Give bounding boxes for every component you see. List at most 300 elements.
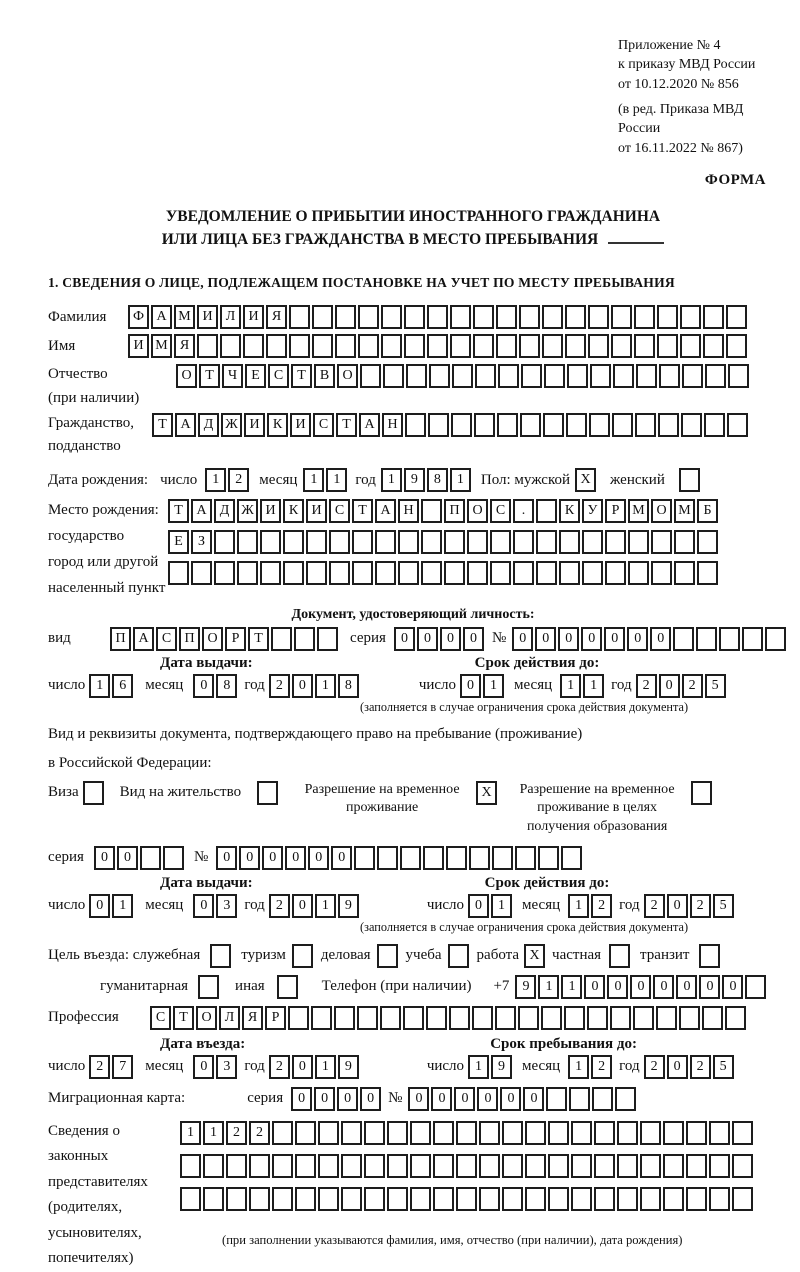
- char-box[interactable]: [696, 627, 717, 651]
- char-box[interactable]: [525, 1154, 546, 1178]
- char-box[interactable]: [697, 530, 718, 554]
- char-box[interactable]: [594, 1187, 615, 1211]
- char-box[interactable]: [609, 944, 630, 968]
- char-box[interactable]: .: [513, 499, 534, 523]
- char-box[interactable]: О: [337, 364, 358, 388]
- char-box[interactable]: [364, 1121, 385, 1145]
- char-box[interactable]: 0: [558, 627, 579, 651]
- char-box[interactable]: [659, 364, 680, 388]
- char-box[interactable]: [163, 846, 184, 870]
- char-box[interactable]: [702, 1006, 723, 1030]
- char-box[interactable]: [674, 530, 695, 554]
- char-box[interactable]: [257, 781, 278, 805]
- char-box[interactable]: [226, 1154, 247, 1178]
- char-box[interactable]: С: [268, 364, 289, 388]
- char-box[interactable]: Е: [168, 530, 189, 554]
- char-box[interactable]: А: [133, 627, 154, 651]
- char-box[interactable]: И: [260, 499, 281, 523]
- char-box[interactable]: [588, 305, 609, 329]
- char-box[interactable]: [358, 334, 379, 358]
- char-box[interactable]: 0: [239, 846, 260, 870]
- char-box[interactable]: [312, 305, 333, 329]
- char-box[interactable]: Т: [199, 364, 220, 388]
- char-box[interactable]: 0: [535, 627, 556, 651]
- char-box[interactable]: 0: [440, 627, 461, 651]
- char-box[interactable]: [651, 530, 672, 554]
- char-box[interactable]: [726, 305, 747, 329]
- char-box[interactable]: [582, 530, 603, 554]
- char-box[interactable]: И: [244, 413, 265, 437]
- char-box[interactable]: [542, 305, 563, 329]
- char-box[interactable]: [266, 334, 287, 358]
- char-box[interactable]: Д: [198, 413, 219, 437]
- char-box[interactable]: 2: [690, 1055, 711, 1079]
- char-box[interactable]: [381, 305, 402, 329]
- char-box[interactable]: [410, 1187, 431, 1211]
- char-box[interactable]: [680, 305, 701, 329]
- char-box[interactable]: 0: [193, 1055, 214, 1079]
- char-box[interactable]: [479, 1121, 500, 1145]
- char-box[interactable]: [742, 627, 763, 651]
- char-box[interactable]: [180, 1187, 201, 1211]
- char-box[interactable]: [657, 305, 678, 329]
- char-box[interactable]: [237, 530, 258, 554]
- char-box[interactable]: [663, 1187, 684, 1211]
- char-box[interactable]: [663, 1154, 684, 1178]
- char-box[interactable]: [283, 530, 304, 554]
- char-box[interactable]: А: [191, 499, 212, 523]
- char-box[interactable]: 0: [604, 627, 625, 651]
- char-box[interactable]: А: [375, 499, 396, 523]
- char-box[interactable]: [446, 846, 467, 870]
- char-box[interactable]: 2: [591, 894, 612, 918]
- char-box[interactable]: [249, 1154, 270, 1178]
- char-box[interactable]: 0: [667, 894, 688, 918]
- char-box[interactable]: [559, 561, 580, 585]
- char-box[interactable]: [636, 364, 657, 388]
- char-box[interactable]: 0: [627, 627, 648, 651]
- char-box[interactable]: [732, 1187, 753, 1211]
- char-box[interactable]: 0: [699, 975, 720, 999]
- char-box[interactable]: [686, 1154, 707, 1178]
- char-box[interactable]: Р: [605, 499, 626, 523]
- char-box[interactable]: [426, 1006, 447, 1030]
- char-box[interactable]: [289, 334, 310, 358]
- char-box[interactable]: [635, 413, 656, 437]
- char-box[interactable]: 0: [653, 975, 674, 999]
- char-box[interactable]: [765, 627, 786, 651]
- char-box[interactable]: 0: [292, 894, 313, 918]
- char-box[interactable]: 2: [269, 894, 290, 918]
- char-box[interactable]: [682, 364, 703, 388]
- char-box[interactable]: [272, 1187, 293, 1211]
- char-box[interactable]: 0: [607, 975, 628, 999]
- char-box[interactable]: 6: [112, 674, 133, 698]
- char-box[interactable]: 2: [249, 1121, 270, 1145]
- char-box[interactable]: Я: [174, 334, 195, 358]
- char-box[interactable]: О: [176, 364, 197, 388]
- char-box[interactable]: М: [628, 499, 649, 523]
- char-box[interactable]: 1: [180, 1121, 201, 1145]
- char-box[interactable]: [634, 334, 655, 358]
- char-box[interactable]: [311, 1006, 332, 1030]
- char-box[interactable]: 0: [584, 975, 605, 999]
- char-box[interactable]: [590, 364, 611, 388]
- char-box[interactable]: X: [524, 944, 545, 968]
- char-box[interactable]: [634, 305, 655, 329]
- char-box[interactable]: [427, 305, 448, 329]
- char-box[interactable]: [613, 364, 634, 388]
- char-box[interactable]: [469, 846, 490, 870]
- char-box[interactable]: [673, 627, 694, 651]
- char-box[interactable]: 2: [269, 1055, 290, 1079]
- char-box[interactable]: Р: [225, 627, 246, 651]
- char-box[interactable]: [306, 530, 327, 554]
- char-box[interactable]: [335, 305, 356, 329]
- char-box[interactable]: [214, 530, 235, 554]
- char-box[interactable]: [611, 305, 632, 329]
- char-box[interactable]: [260, 530, 281, 554]
- char-box[interactable]: 9: [338, 1055, 359, 1079]
- char-box[interactable]: [561, 846, 582, 870]
- char-box[interactable]: [451, 413, 472, 437]
- char-box[interactable]: Я: [266, 305, 287, 329]
- char-box[interactable]: Ж: [221, 413, 242, 437]
- char-box[interactable]: О: [196, 1006, 217, 1030]
- char-box[interactable]: [686, 1187, 707, 1211]
- char-box[interactable]: [197, 334, 218, 358]
- char-box[interactable]: [214, 561, 235, 585]
- char-box[interactable]: [502, 1121, 523, 1145]
- char-box[interactable]: [380, 1006, 401, 1030]
- char-box[interactable]: [448, 944, 469, 968]
- char-box[interactable]: [375, 530, 396, 554]
- char-box[interactable]: Ж: [237, 499, 258, 523]
- char-box[interactable]: [605, 530, 626, 554]
- char-box[interactable]: 7: [112, 1055, 133, 1079]
- char-box[interactable]: Т: [336, 413, 357, 437]
- char-box[interactable]: [288, 1006, 309, 1030]
- char-box[interactable]: 0: [394, 627, 415, 651]
- char-box[interactable]: 0: [337, 1087, 358, 1111]
- char-box[interactable]: [497, 413, 518, 437]
- char-box[interactable]: О: [651, 499, 672, 523]
- char-box[interactable]: [663, 1121, 684, 1145]
- char-box[interactable]: [220, 334, 241, 358]
- char-box[interactable]: Т: [291, 364, 312, 388]
- char-box[interactable]: [617, 1121, 638, 1145]
- char-box[interactable]: П: [110, 627, 131, 651]
- char-box[interactable]: 1: [315, 894, 336, 918]
- char-box[interactable]: 0: [650, 627, 671, 651]
- char-box[interactable]: [381, 334, 402, 358]
- char-box[interactable]: [732, 1121, 753, 1145]
- char-box[interactable]: 0: [291, 1087, 312, 1111]
- char-box[interactable]: [628, 530, 649, 554]
- char-box[interactable]: [525, 1187, 546, 1211]
- char-box[interactable]: 0: [292, 674, 313, 698]
- char-box[interactable]: [295, 1154, 316, 1178]
- char-box[interactable]: [360, 364, 381, 388]
- char-box[interactable]: [318, 1154, 339, 1178]
- char-box[interactable]: [519, 305, 540, 329]
- char-box[interactable]: [198, 975, 219, 999]
- char-box[interactable]: 0: [581, 627, 602, 651]
- char-box[interactable]: Л: [219, 1006, 240, 1030]
- char-box[interactable]: [709, 1187, 730, 1211]
- char-box[interactable]: С: [313, 413, 334, 437]
- char-box[interactable]: [496, 334, 517, 358]
- char-box[interactable]: [428, 413, 449, 437]
- char-box[interactable]: [699, 944, 720, 968]
- char-box[interactable]: 0: [292, 1055, 313, 1079]
- char-box[interactable]: 0: [193, 894, 214, 918]
- char-box[interactable]: [375, 561, 396, 585]
- char-box[interactable]: [421, 499, 442, 523]
- char-box[interactable]: Т: [168, 499, 189, 523]
- char-box[interactable]: [674, 561, 695, 585]
- char-box[interactable]: 2: [226, 1121, 247, 1145]
- char-box[interactable]: [329, 530, 350, 554]
- char-box[interactable]: 1: [568, 894, 589, 918]
- char-box[interactable]: [352, 530, 373, 554]
- char-box[interactable]: [423, 846, 444, 870]
- char-box[interactable]: 0: [193, 674, 214, 698]
- char-box[interactable]: [520, 413, 541, 437]
- char-box[interactable]: [404, 334, 425, 358]
- char-box[interactable]: [536, 530, 557, 554]
- char-box[interactable]: [433, 1187, 454, 1211]
- char-box[interactable]: [565, 305, 586, 329]
- char-box[interactable]: 1: [315, 1055, 336, 1079]
- char-box[interactable]: [404, 305, 425, 329]
- char-box[interactable]: [292, 944, 313, 968]
- char-box[interactable]: [658, 413, 679, 437]
- char-box[interactable]: 1: [203, 1121, 224, 1145]
- char-box[interactable]: [703, 334, 724, 358]
- char-box[interactable]: [450, 334, 471, 358]
- char-box[interactable]: 0: [285, 846, 306, 870]
- char-box[interactable]: [358, 305, 379, 329]
- char-box[interactable]: В: [314, 364, 335, 388]
- char-box[interactable]: [456, 1187, 477, 1211]
- char-box[interactable]: [587, 1006, 608, 1030]
- char-box[interactable]: [450, 305, 471, 329]
- char-box[interactable]: 2: [644, 894, 665, 918]
- char-box[interactable]: 0: [308, 846, 329, 870]
- char-box[interactable]: 0: [117, 846, 138, 870]
- char-box[interactable]: 5: [705, 674, 726, 698]
- char-box[interactable]: [732, 1154, 753, 1178]
- char-box[interactable]: 0: [360, 1087, 381, 1111]
- char-box[interactable]: Ф: [128, 305, 149, 329]
- char-box[interactable]: [421, 561, 442, 585]
- char-box[interactable]: [317, 627, 338, 651]
- char-box[interactable]: [745, 975, 766, 999]
- char-box[interactable]: 0: [408, 1087, 429, 1111]
- char-box[interactable]: С: [156, 627, 177, 651]
- char-box[interactable]: [525, 1121, 546, 1145]
- char-box[interactable]: О: [467, 499, 488, 523]
- char-box[interactable]: [272, 1154, 293, 1178]
- char-box[interactable]: [691, 781, 712, 805]
- char-box[interactable]: [569, 1087, 590, 1111]
- char-box[interactable]: Е: [245, 364, 266, 388]
- char-box[interactable]: [405, 413, 426, 437]
- char-box[interactable]: [697, 561, 718, 585]
- char-box[interactable]: 1: [89, 674, 110, 698]
- char-box[interactable]: К: [267, 413, 288, 437]
- char-box[interactable]: [271, 627, 292, 651]
- char-box[interactable]: 1: [315, 674, 336, 698]
- char-box[interactable]: С: [490, 499, 511, 523]
- char-box[interactable]: [383, 364, 404, 388]
- char-box[interactable]: У: [582, 499, 603, 523]
- char-box[interactable]: 0: [314, 1087, 335, 1111]
- char-box[interactable]: [352, 561, 373, 585]
- char-box[interactable]: [479, 1187, 500, 1211]
- char-box[interactable]: [295, 1187, 316, 1211]
- char-box[interactable]: [704, 413, 725, 437]
- char-box[interactable]: [377, 944, 398, 968]
- char-box[interactable]: [680, 334, 701, 358]
- char-box[interactable]: 0: [667, 1055, 688, 1079]
- char-box[interactable]: 2: [228, 468, 249, 492]
- char-box[interactable]: [589, 413, 610, 437]
- char-box[interactable]: [191, 561, 212, 585]
- char-box[interactable]: 0: [676, 975, 697, 999]
- char-box[interactable]: 2: [690, 894, 711, 918]
- char-box[interactable]: [312, 334, 333, 358]
- char-box[interactable]: [354, 846, 375, 870]
- char-box[interactable]: 0: [94, 846, 115, 870]
- char-box[interactable]: [456, 1154, 477, 1178]
- char-box[interactable]: 1: [381, 468, 402, 492]
- char-box[interactable]: 1: [450, 468, 471, 492]
- char-box[interactable]: [427, 334, 448, 358]
- char-box[interactable]: [140, 846, 161, 870]
- char-box[interactable]: [567, 364, 588, 388]
- char-box[interactable]: С: [150, 1006, 171, 1030]
- char-box[interactable]: [538, 846, 559, 870]
- char-box[interactable]: [387, 1154, 408, 1178]
- char-box[interactable]: 1: [483, 674, 504, 698]
- char-box[interactable]: [364, 1187, 385, 1211]
- char-box[interactable]: [544, 364, 565, 388]
- char-box[interactable]: 0: [463, 627, 484, 651]
- char-box[interactable]: 9: [338, 894, 359, 918]
- char-box[interactable]: [226, 1187, 247, 1211]
- char-box[interactable]: [728, 364, 749, 388]
- char-box[interactable]: [521, 364, 542, 388]
- char-box[interactable]: [594, 1121, 615, 1145]
- char-box[interactable]: И: [243, 305, 264, 329]
- char-box[interactable]: [686, 1121, 707, 1145]
- char-box[interactable]: 0: [89, 894, 110, 918]
- char-box[interactable]: [492, 846, 513, 870]
- char-box[interactable]: 0: [331, 846, 352, 870]
- char-box[interactable]: [542, 334, 563, 358]
- char-box[interactable]: [502, 1187, 523, 1211]
- char-box[interactable]: [519, 334, 540, 358]
- char-box[interactable]: [611, 334, 632, 358]
- char-box[interactable]: М: [174, 305, 195, 329]
- char-box[interactable]: 0: [417, 627, 438, 651]
- char-box[interactable]: [719, 627, 740, 651]
- char-box[interactable]: [398, 530, 419, 554]
- char-box[interactable]: [398, 561, 419, 585]
- char-box[interactable]: [610, 1006, 631, 1030]
- char-box[interactable]: [617, 1187, 638, 1211]
- char-box[interactable]: [490, 530, 511, 554]
- char-box[interactable]: 2: [591, 1055, 612, 1079]
- char-box[interactable]: И: [306, 499, 327, 523]
- char-box[interactable]: 0: [722, 975, 743, 999]
- char-box[interactable]: [594, 1154, 615, 1178]
- char-box[interactable]: 1: [112, 894, 133, 918]
- char-box[interactable]: 8: [427, 468, 448, 492]
- char-box[interactable]: [513, 530, 534, 554]
- char-box[interactable]: 0: [431, 1087, 452, 1111]
- char-box[interactable]: 0: [216, 846, 237, 870]
- char-box[interactable]: [387, 1121, 408, 1145]
- char-box[interactable]: [433, 1154, 454, 1178]
- char-box[interactable]: Н: [398, 499, 419, 523]
- char-box[interactable]: 0: [659, 674, 680, 698]
- char-box[interactable]: [640, 1121, 661, 1145]
- char-box[interactable]: [495, 1006, 516, 1030]
- char-box[interactable]: [566, 413, 587, 437]
- char-box[interactable]: [237, 561, 258, 585]
- char-box[interactable]: X: [476, 781, 497, 805]
- char-box[interactable]: О: [202, 627, 223, 651]
- char-box[interactable]: 1: [560, 674, 581, 698]
- char-box[interactable]: [479, 1154, 500, 1178]
- char-box[interactable]: 0: [460, 674, 481, 698]
- char-box[interactable]: 0: [262, 846, 283, 870]
- char-box[interactable]: [518, 1006, 539, 1030]
- char-box[interactable]: [272, 1121, 293, 1145]
- char-box[interactable]: [513, 561, 534, 585]
- char-box[interactable]: [681, 413, 702, 437]
- char-box[interactable]: [334, 1006, 355, 1030]
- char-box[interactable]: [180, 1154, 201, 1178]
- char-box[interactable]: М: [674, 499, 695, 523]
- char-box[interactable]: [515, 846, 536, 870]
- char-box[interactable]: [467, 530, 488, 554]
- char-box[interactable]: [565, 334, 586, 358]
- char-box[interactable]: [473, 305, 494, 329]
- char-box[interactable]: З: [191, 530, 212, 554]
- char-box[interactable]: [341, 1121, 362, 1145]
- char-box[interactable]: [429, 364, 450, 388]
- char-box[interactable]: 9: [515, 975, 536, 999]
- char-box[interactable]: Т: [173, 1006, 194, 1030]
- char-box[interactable]: [536, 499, 557, 523]
- char-box[interactable]: 1: [583, 674, 604, 698]
- char-box[interactable]: [203, 1187, 224, 1211]
- char-box[interactable]: 1: [326, 468, 347, 492]
- char-box[interactable]: П: [179, 627, 200, 651]
- char-box[interactable]: К: [283, 499, 304, 523]
- char-box[interactable]: 9: [491, 1055, 512, 1079]
- char-box[interactable]: И: [290, 413, 311, 437]
- char-box[interactable]: [548, 1154, 569, 1178]
- char-box[interactable]: [628, 561, 649, 585]
- char-box[interactable]: [705, 364, 726, 388]
- char-box[interactable]: [656, 1006, 677, 1030]
- char-box[interactable]: [410, 1154, 431, 1178]
